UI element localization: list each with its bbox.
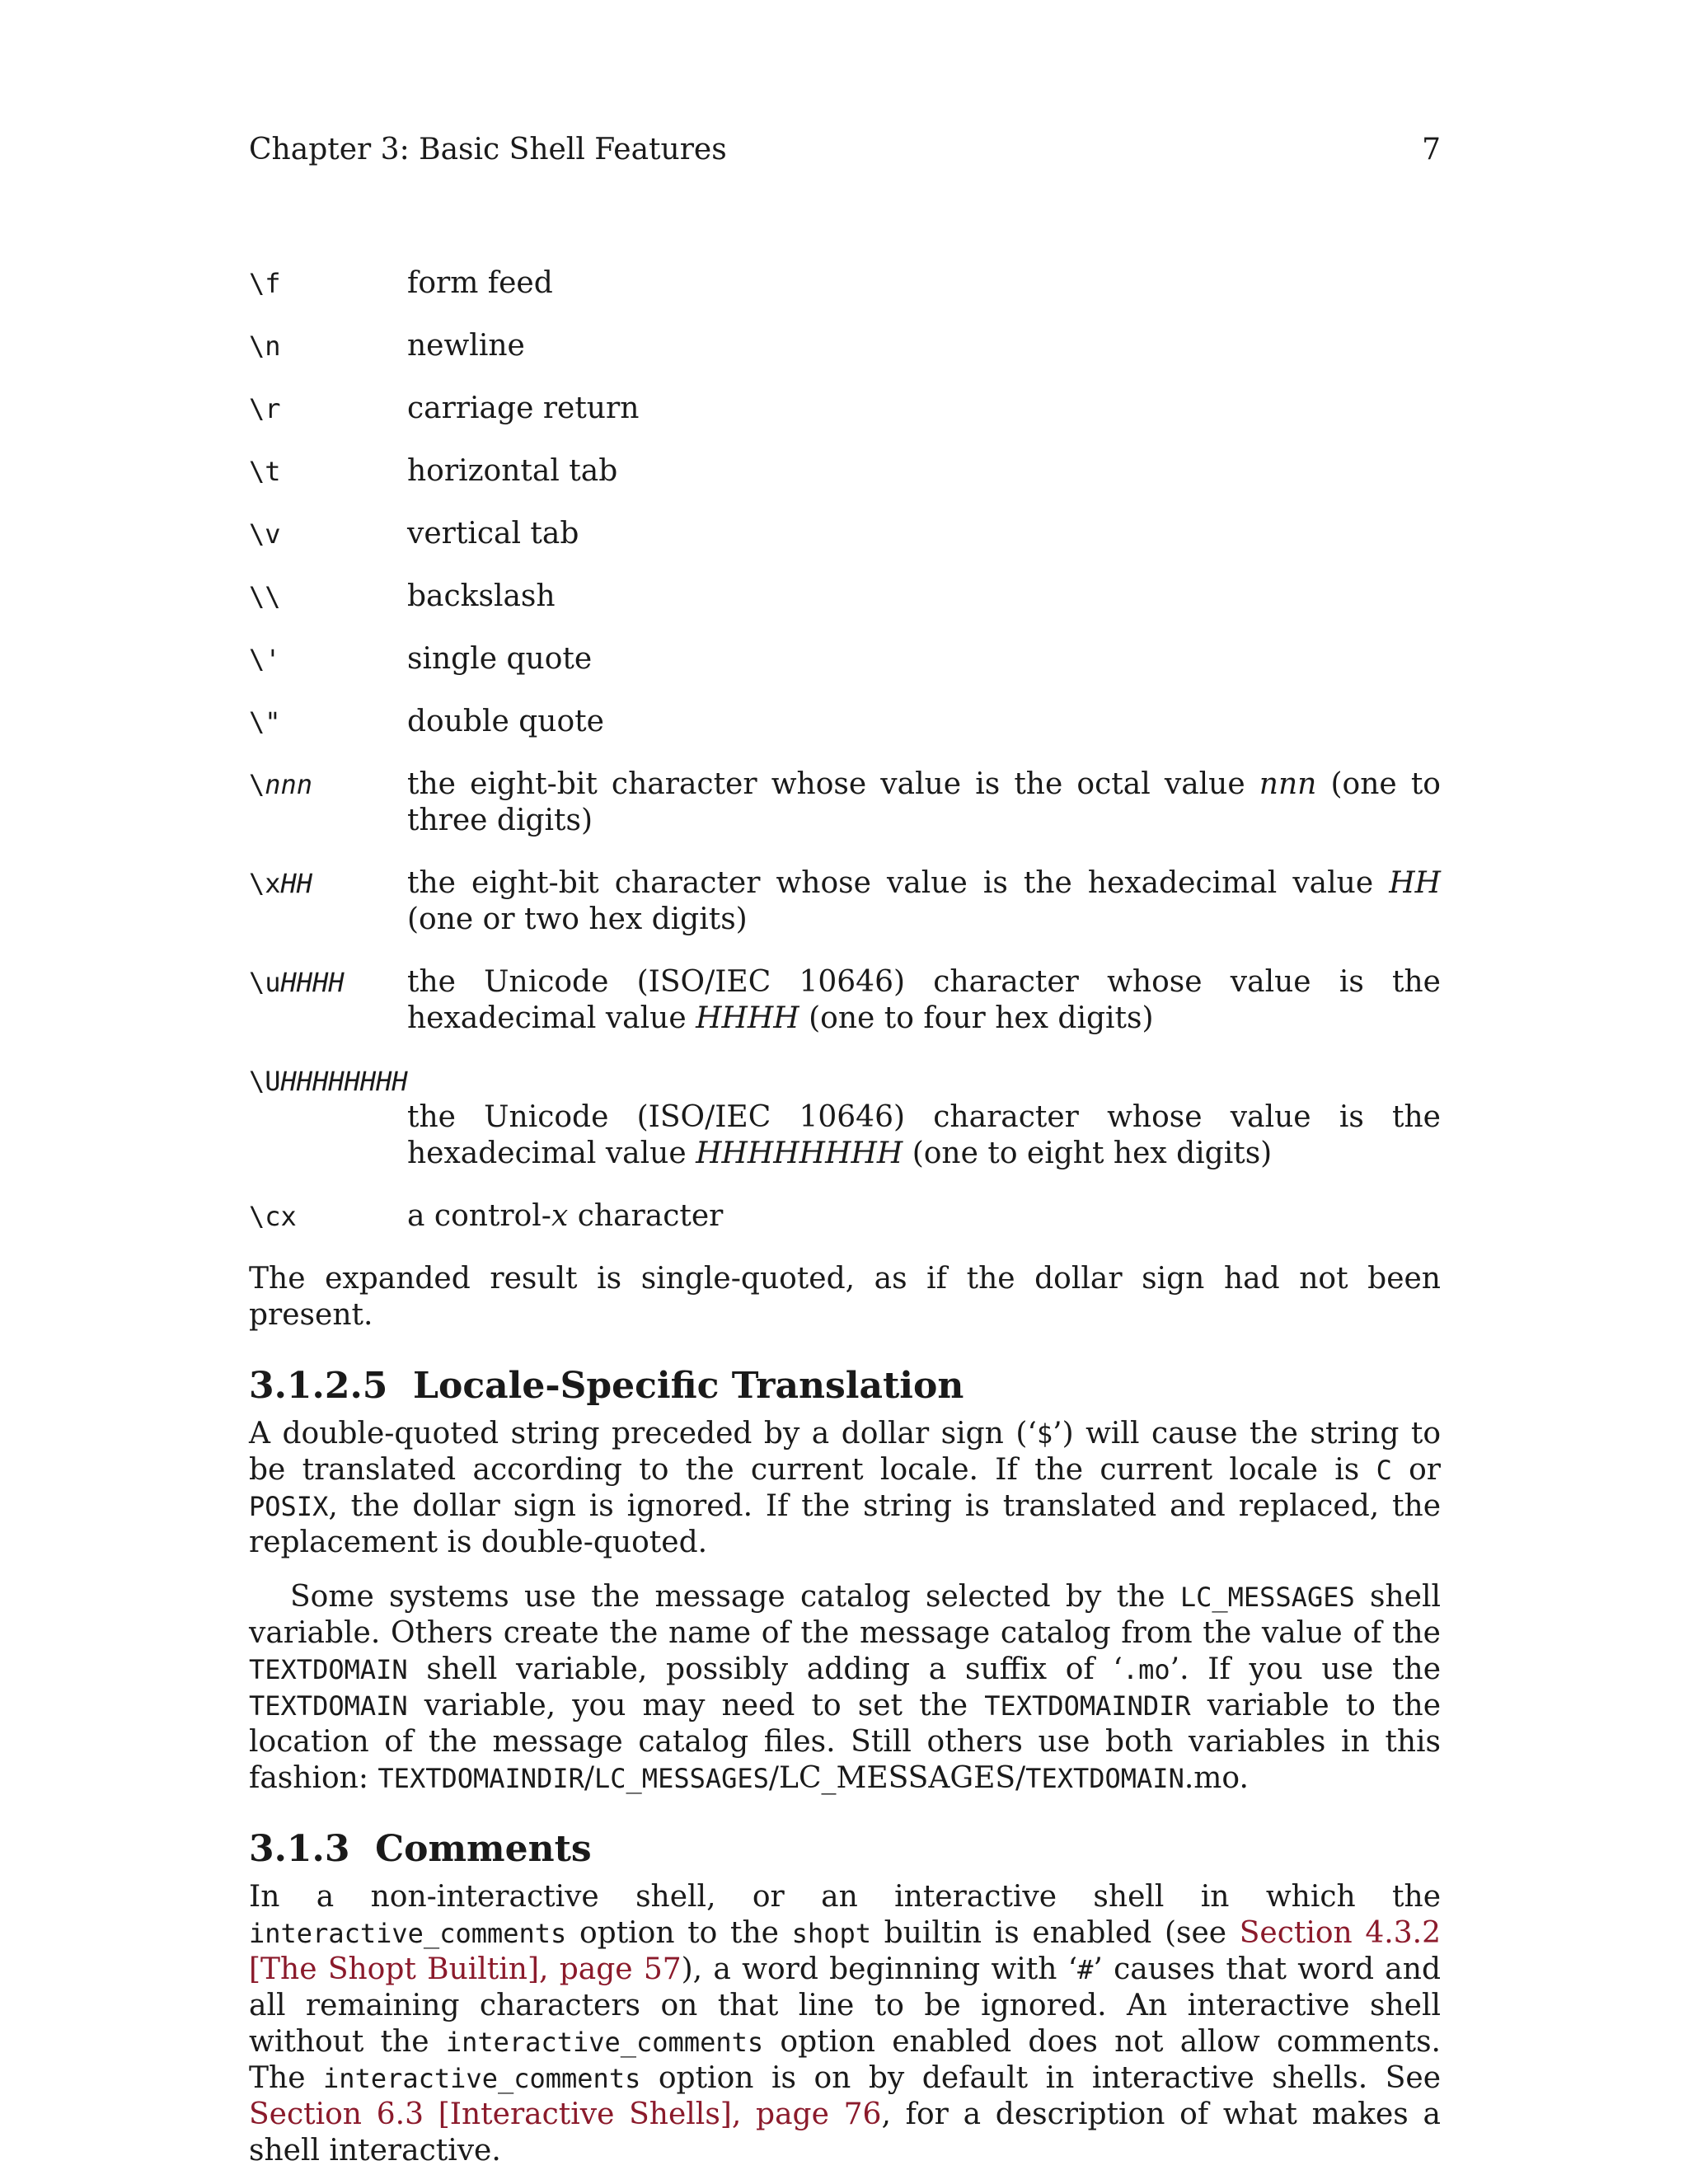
- escape-key: \': [249, 644, 281, 675]
- escape-description: the eight-bit character whose value is the octal value nnn (one to three digits): [407, 767, 1441, 837]
- escape-key: \t: [249, 456, 281, 487]
- escape-description: newline: [407, 329, 525, 363]
- running-header: [249, 132, 1441, 168]
- link-shopt-builtin[interactable]: Section 4.3.2 [The Shopt Builtin], page 57: [249, 1916, 1441, 1986]
- escape-key: \n: [249, 330, 281, 362]
- escape-row: [249, 579, 1441, 615]
- escape-row: [249, 453, 1441, 490]
- escape-sequence-table: [249, 265, 1441, 2169]
- paragraph-comments: In a non-interactive shell, or an interactive shell in which the interactive_comments option to the shopt builtin is enabled (see Section 4.3.2 [The Shopt Builtin], page 57), a word beginning with ‘#’ causes that word and all remaining characters on that line to be ignored. An interactive shell without the interactive_comments option enabled does not allow comments. The interactive_comments option is on by default in interactive shells. See Section 6.3 [Interactive Shells], page 76, for a description of what makes a shell interactive.: [249, 1880, 1441, 2168]
- escape-key: \r: [249, 393, 281, 424]
- paragraph-locale-1: A double-quoted string preceded by a dollar sign (‘$’) will cause the string to be translated according to the current locale. If the current locale is C or POSIX, the dollar sign is ignored. If the string is translated and replaced, the replacement is double-quoted.: [249, 1417, 1441, 1559]
- escape-row: [249, 328, 1441, 364]
- chapter-title: Chapter 3: Basic Shell Features: [249, 133, 727, 166]
- escape-description: the Unicode (ISO/IEC 10646) character whose value is the hexadecimal value HHHHHHHH (one to eight hex digits): [407, 1100, 1441, 1170]
- escape-description: single quote: [407, 642, 593, 676]
- escape-row-uhhhh: [249, 964, 1441, 1037]
- escape-row-xhh: [249, 865, 1441, 938]
- escape-description: form feed: [407, 266, 553, 300]
- escape-key: \\: [249, 581, 281, 612]
- escape-row: [249, 704, 1441, 740]
- escape-key: \UHHHHHHHH: [249, 1066, 408, 1097]
- expanded-note: The expanded result is single-quoted, as if the dollar sign had not been present.: [249, 1262, 1441, 1332]
- escape-row: [249, 391, 1441, 427]
- section-heading-313: 3.1.3 Comments: [249, 1828, 592, 1870]
- escape-description: backslash: [407, 579, 556, 613]
- escape-key: \v: [249, 518, 281, 550]
- escape-key: \xHH: [249, 868, 313, 899]
- escape-row: [249, 265, 1441, 302]
- link-interactive-shells[interactable]: Section 6.3 [Interactive Shells], page 76: [249, 2097, 882, 2131]
- escape-description: horizontal tab: [407, 454, 618, 488]
- escape-row-nnn: [249, 766, 1441, 839]
- escape-description: carriage return: [407, 391, 640, 425]
- escape-row-u8: [249, 1063, 1441, 1172]
- escape-key: \cx: [249, 1201, 297, 1232]
- escape-key: \uHHHH: [249, 967, 345, 998]
- page-number: 7: [1422, 133, 1441, 166]
- escape-key: \": [249, 706, 281, 738]
- escape-description: double quote: [407, 705, 604, 738]
- escape-row: [249, 641, 1441, 677]
- escape-description: the eight-bit character whose value is the hexadecimal value HH (one or two hex digits): [407, 866, 1441, 936]
- escape-description: vertical tab: [407, 517, 579, 551]
- paragraph-locale-2: Some systems use the message catalog selected by the LC_MESSAGES shell variable. Others create the name of the message catalog from the value of the TEXTDOMAIN shell variable, possibly adding a suffix of ‘.mo’. If you use the TEXTDOMAIN variable, you may need to set the TEXTDOMAINDIR variable to the location of the message catalog files. Still others use both variables in this fashion: TEXTDOMAINDIR/LC_MESSAGES/LC_MESSAGES/TEXTDOMAIN.mo.: [249, 1580, 1442, 1795]
- escape-description: the Unicode (ISO/IEC 10646) character whose value is the hexadecimal value HHHH (one to four hex digits): [407, 965, 1441, 1035]
- section-heading-3125: 3.1.2.5 Locale-Specific Translation: [249, 1365, 964, 1407]
- escape-description: a control-x character: [407, 1199, 724, 1233]
- escape-key: \f: [249, 268, 281, 299]
- escape-row: [249, 516, 1441, 552]
- escape-row-cx: [249, 1198, 1441, 1235]
- escape-key: \nnn: [249, 769, 313, 800]
